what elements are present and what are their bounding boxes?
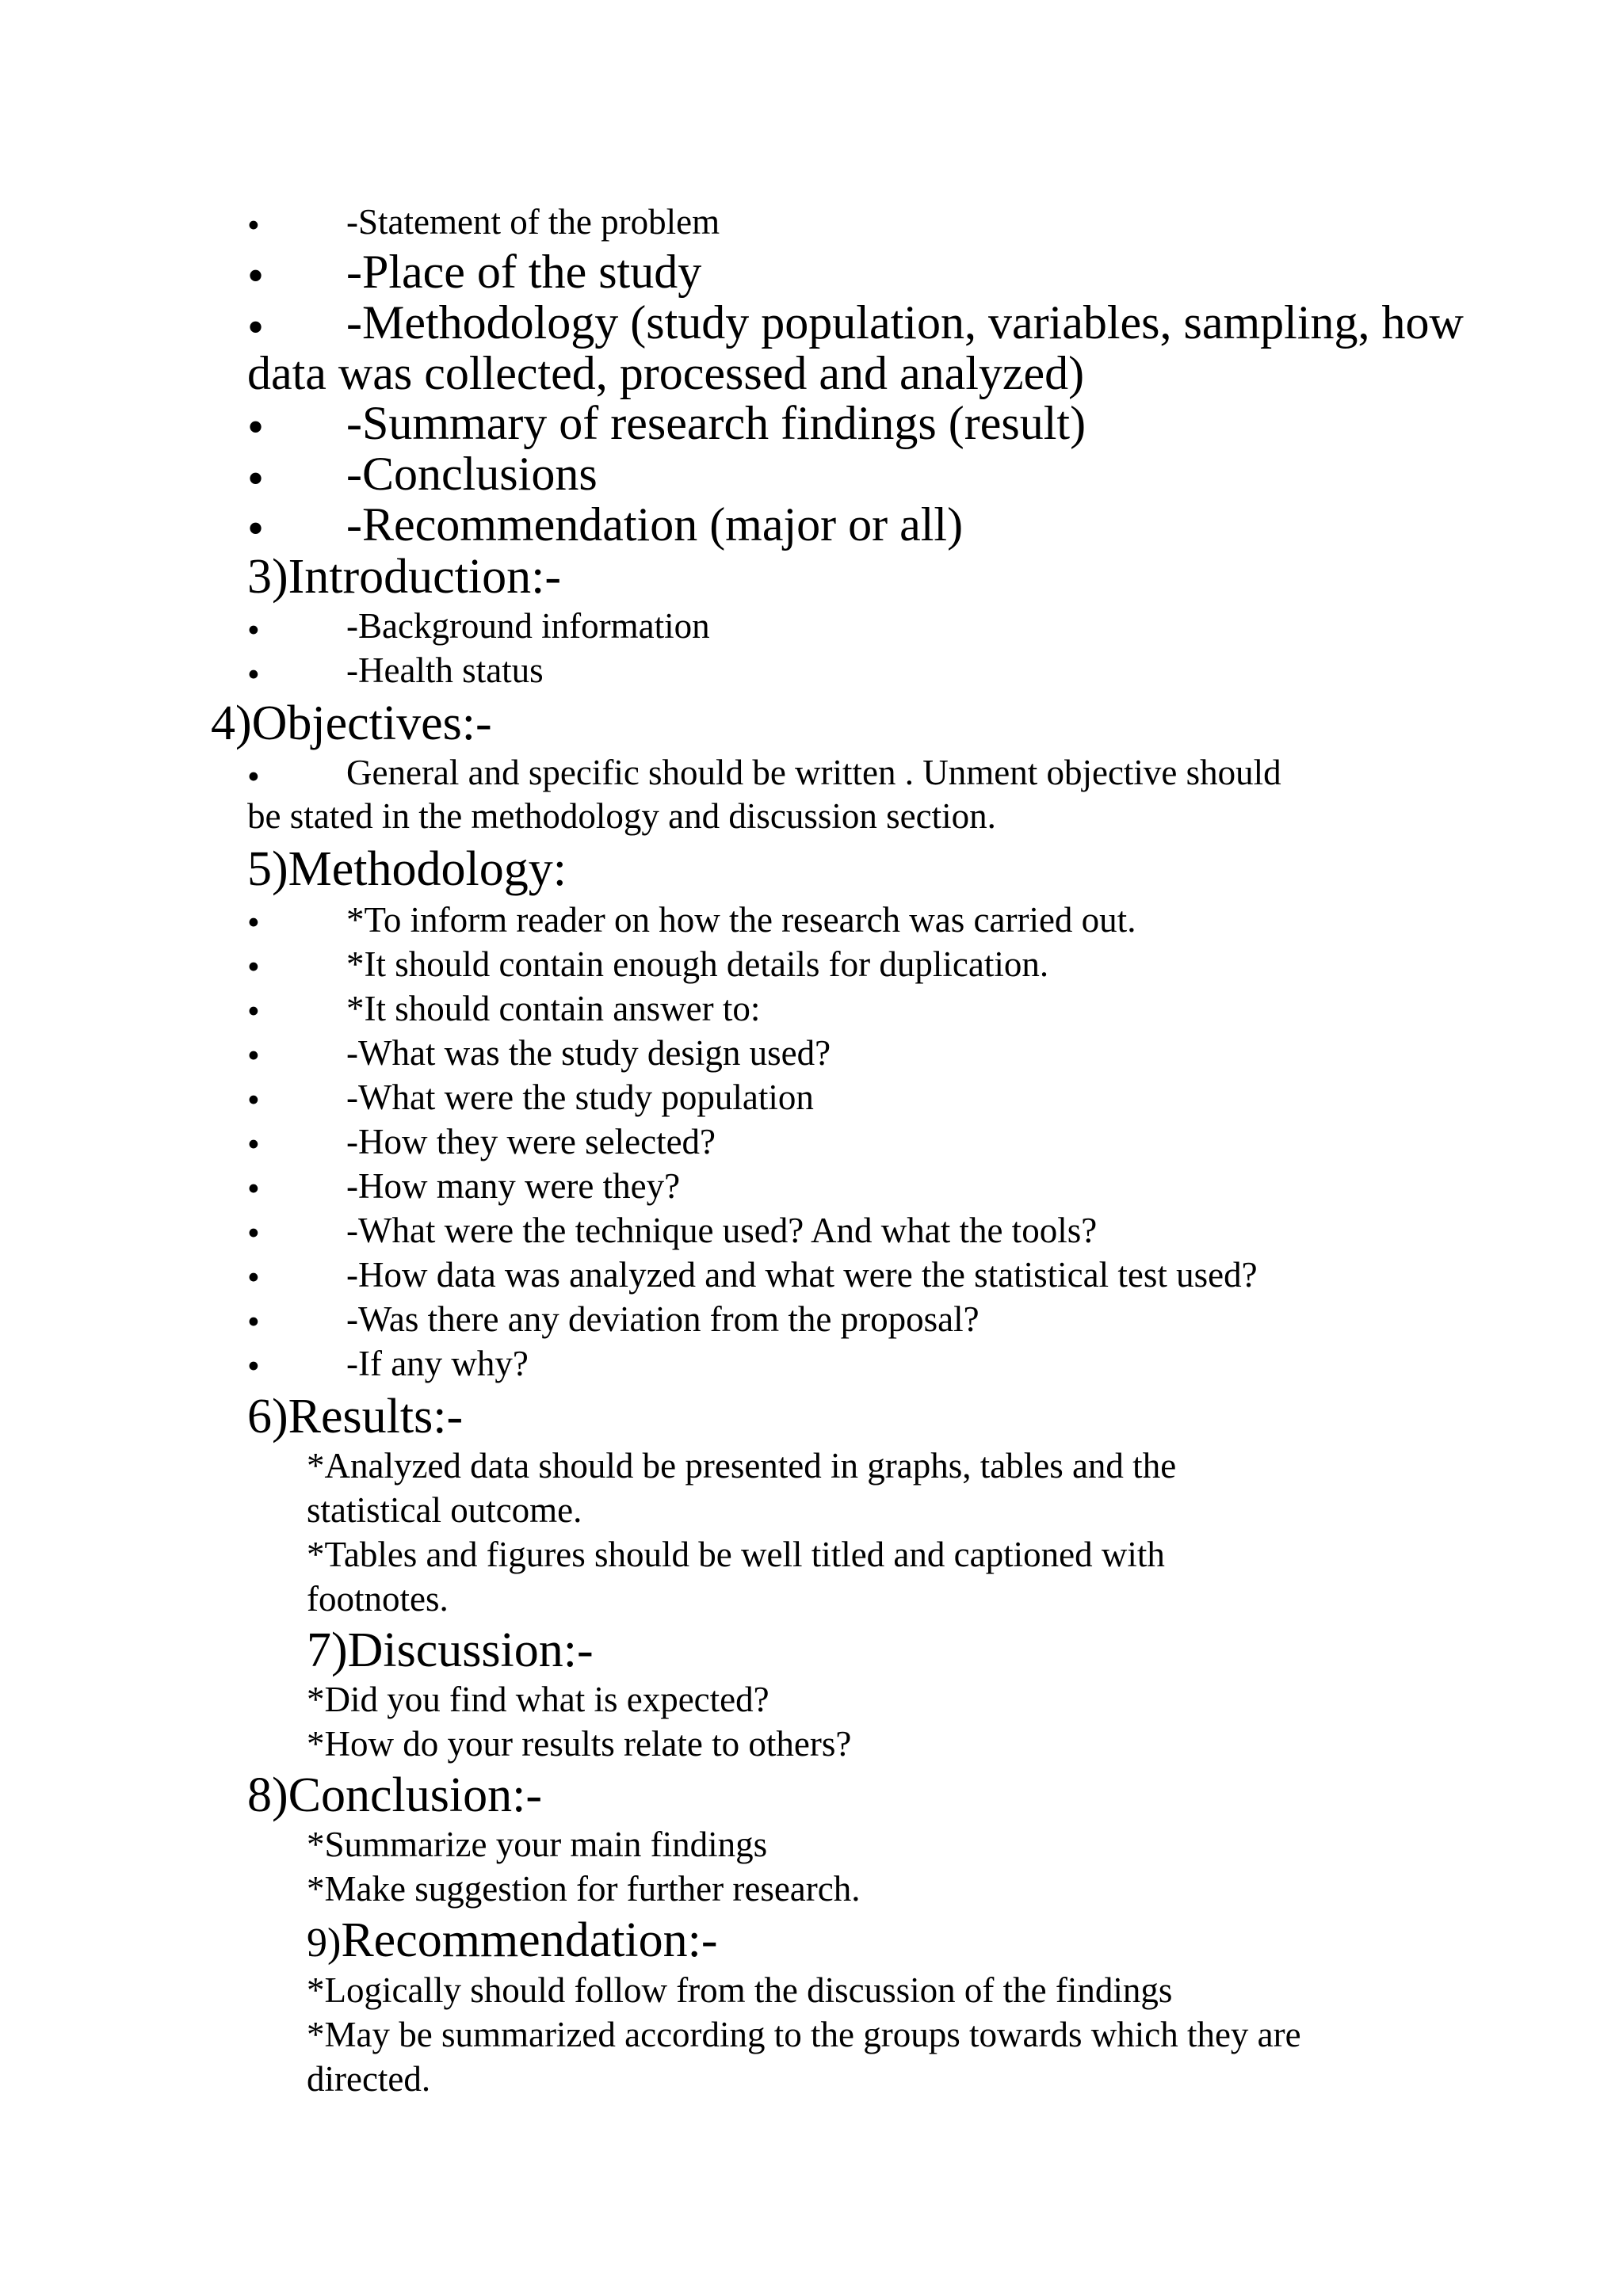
bullet-glyph: • — [247, 947, 260, 986]
methodology-item: *It should contain enough details for duplication. — [346, 944, 1049, 984]
bullet-glyph: • — [247, 301, 265, 353]
recommendation-text: directed. — [307, 2059, 431, 2099]
results-text: footnotes. — [307, 1579, 449, 1619]
conclusion-text: *Make suggestion for further research. — [307, 1869, 861, 1909]
bullet-glyph: • — [247, 1346, 260, 1386]
bullet-glyph: • — [247, 1213, 260, 1253]
summary-item: -Summary of research findings (result) — [346, 397, 1086, 449]
heading-text: Recommendation:- — [341, 1913, 718, 1967]
methodology-item: -How data was analyzed and what were the statistical test used? — [346, 1255, 1258, 1295]
bullet-glyph: • — [247, 502, 265, 555]
bullet-glyph: • — [247, 1124, 260, 1164]
summary-item: -Statement of the problem — [346, 202, 720, 242]
recommendation-text: *Logically should follow from the discussion of the findings — [307, 1970, 1173, 2010]
summary-item: -Recommendation (major or all) — [346, 498, 964, 551]
summary-item-continuation: data was collected, processed and analyzed) — [247, 347, 1085, 399]
bullet-glyph: • — [247, 902, 260, 942]
objectives-text-continuation: be stated in the methodology and discussion section. — [247, 796, 996, 836]
bullet-glyph: • — [247, 250, 265, 302]
results-text: *Analyzed data should be presented in graphs, tables and the — [307, 1446, 1177, 1486]
introduction-item: -Background information — [346, 606, 710, 646]
bullet-glyph: • — [247, 1035, 260, 1075]
conclusion-text: *Summarize your main findings — [307, 1825, 768, 1864]
objectives-text: General and specific should be written . Unment objective should — [346, 753, 1281, 792]
discussion-text: *Did you find what is expected? — [307, 1680, 769, 1719]
summary-item: -Methodology (study population, variables, sampling, how — [346, 296, 1464, 349]
methodology-item: -What was the study design used? — [346, 1033, 831, 1073]
methodology-item: -If any why? — [346, 1344, 529, 1383]
section-heading-results: 6)Results:- — [247, 1390, 464, 1444]
methodology-item: -How they were selected? — [346, 1122, 716, 1161]
methodology-item: -How many were they? — [346, 1166, 681, 1206]
bullet-glyph: • — [247, 401, 265, 453]
methodology-item: -What were the technique used? And what the tools? — [346, 1211, 1098, 1250]
section-heading-objectives: 4)Objectives:- — [211, 696, 492, 750]
bullet-glyph: • — [247, 1302, 260, 1341]
section-heading-recommendation — [307, 1913, 718, 1967]
bullet-glyph: • — [247, 1080, 260, 1119]
bullet-glyph: • — [247, 991, 260, 1031]
discussion-text: *How do your results relate to others? — [307, 1724, 852, 1764]
introduction-item: -Health status — [346, 650, 544, 690]
bullet-glyph: • — [247, 1257, 260, 1297]
summary-item: -Conclusions — [346, 448, 598, 500]
section-heading-conclusion: 8)Conclusion:- — [247, 1768, 542, 1822]
section-heading-discussion: 7)Discussion:- — [307, 1623, 594, 1677]
methodology-item: *It should contain answer to: — [346, 989, 761, 1028]
methodology-item: -Was there any deviation from the proposal? — [346, 1299, 980, 1339]
recommendation-text: *May be summarized according to the groups towards which they are — [307, 2015, 1301, 2054]
methodology-item: -What were the study population — [346, 1077, 814, 1117]
bullet-glyph: • — [247, 1169, 260, 1208]
summary-item: -Place of the study — [346, 246, 702, 298]
results-text: statistical outcome. — [307, 1490, 582, 1530]
results-text: *Tables and figures should be well titled and captioned with — [307, 1535, 1165, 1574]
bullet-glyph: • — [247, 610, 260, 650]
bullet-glyph: • — [247, 654, 260, 694]
bullet-glyph: • — [247, 757, 260, 796]
heading-number: 9) — [307, 1920, 342, 1966]
bullet-glyph: • — [247, 452, 265, 505]
section-heading-introduction: 3)Introduction:- — [247, 550, 562, 604]
methodology-item: *To inform reader on how the research was carried out. — [346, 900, 1136, 940]
bullet-glyph: • — [247, 205, 260, 245]
section-heading-methodology: 5)Methodology: — [247, 842, 567, 896]
